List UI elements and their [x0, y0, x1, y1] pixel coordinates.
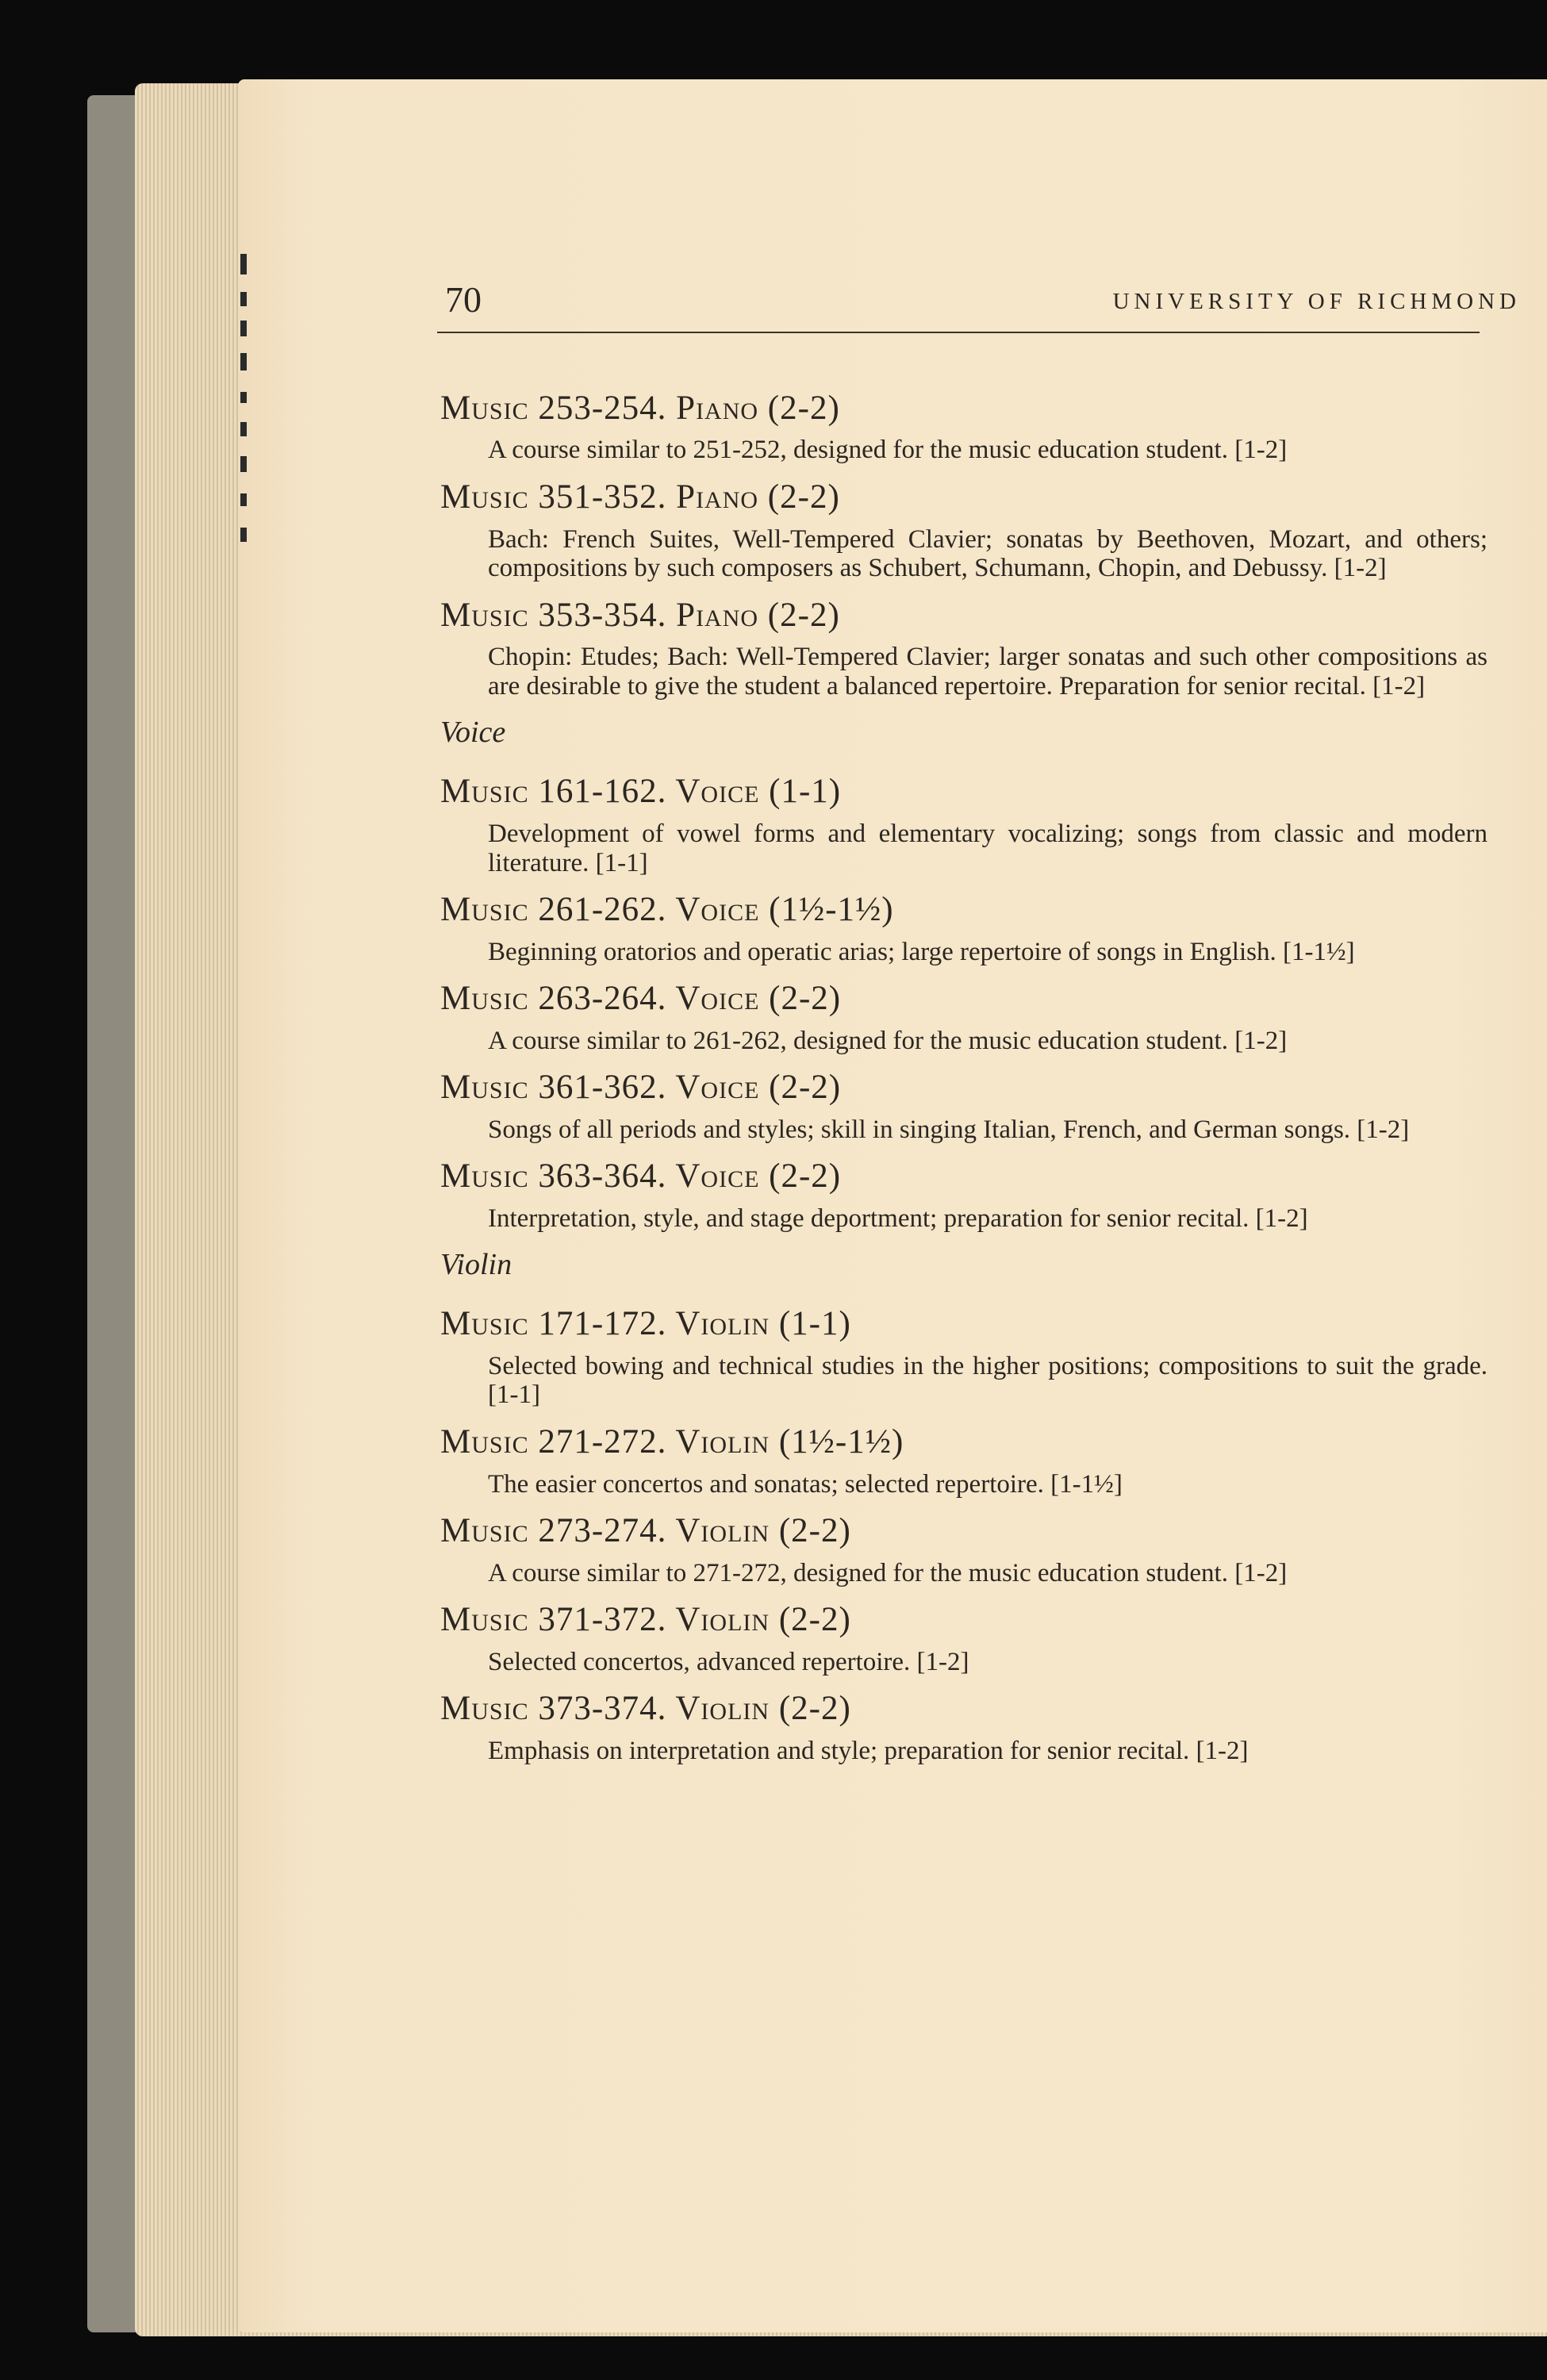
binding-mark	[240, 254, 247, 274]
course-heading: Music 371-372. Violin (2-2)	[440, 1601, 851, 1639]
binding-marks	[238, 254, 252, 587]
binding-mark	[240, 292, 247, 306]
course-description: Songs of all periods and styles; skill in singing Italian, French, and German songs. [1-2]	[488, 1115, 1410, 1144]
course-description: A course similar to 261-262, designed for the music education student. [1-2]	[488, 1026, 1288, 1055]
course-heading: Music 351-352. Piano (2-2)	[440, 478, 840, 516]
course-entry	[440, 1689, 1488, 1765]
course-entry	[440, 1304, 1488, 1410]
binding-mark	[240, 456, 247, 472]
course-entry	[440, 890, 1488, 966]
binding-mark	[240, 321, 247, 336]
course-description: Emphasis on interpretation and style; preparation for senior recital. [1-2]	[488, 1736, 1249, 1765]
course-heading: Music 253-254. Piano (2-2)	[440, 390, 840, 427]
section-title-voice: Voice	[440, 716, 506, 750]
course-description: Selected concertos, advanced repertoire. [1-2]	[488, 1647, 969, 1676]
catalog-page	[238, 79, 1547, 2332]
course-entry	[440, 478, 1488, 583]
course-heading: Music 261-262. Voice (1½-1½)	[440, 891, 894, 929]
course-entry	[440, 1511, 1488, 1587]
course-heading: Music 271-272. Violin (1½-1½)	[440, 1423, 904, 1461]
course-description: Development of vowel forms and elementary vocalizing; songs from classic and modern literature. [1-1]	[488, 819, 1488, 877]
course-heading: Music 171-172. Violin (1-1)	[440, 1305, 851, 1343]
course-description: The easier concertos and sonatas; selected repertoire. [1-1½]	[488, 1469, 1123, 1499]
page-number: 70	[445, 279, 482, 320]
course-entry	[440, 596, 1488, 701]
binding-mark	[240, 422, 247, 436]
course-heading: Music 373-374. Violin (2-2)	[440, 1690, 851, 1728]
course-entry	[440, 772, 1488, 877]
course-entry	[440, 1422, 1488, 1499]
course-entry	[440, 1157, 1488, 1233]
course-heading: Music 353-354. Piano (2-2)	[440, 596, 840, 634]
course-entry	[440, 979, 1488, 1055]
course-entry	[440, 1068, 1488, 1144]
course-description: A course similar to 251-252, designed for the music education student. [1-2]	[488, 436, 1288, 465]
binding-mark	[240, 353, 247, 370]
course-heading: Music 361-362. Voice (2-2)	[440, 1069, 842, 1107]
course-description: Chopin: Etudes; Bach: Well-Tempered Clavier; larger sonatas and such other compositions as are desirable to give the student a balanced repertoire. Preparation for senior recital. [1-2]	[488, 643, 1488, 701]
course-description: A course similar to 271-272, designed for the music education student. [1-2]	[488, 1558, 1288, 1587]
course-description: Interpretation, style, and stage deportment; preparation for senior recital. [1-2]	[488, 1203, 1308, 1233]
course-entry	[440, 1600, 1488, 1676]
binding-mark	[240, 392, 247, 403]
course-description: Selected bowing and technical studies in the higher positions; compositions to suit the grade. [1-1]	[488, 1351, 1488, 1410]
binding-mark	[240, 528, 247, 542]
running-head: UNIVERSITY OF RICHMOND	[1112, 289, 1521, 314]
section-title-violin: Violin	[440, 1248, 512, 1282]
course-heading: Music 363-364. Voice (2-2)	[440, 1157, 842, 1196]
course-heading: Music 161-162. Voice (1-1)	[440, 773, 842, 811]
course-description: Beginning oratorios and operatic arias; large repertoire of songs in English. [1-1½]	[488, 937, 1355, 966]
course-heading: Music 273-274. Violin (2-2)	[440, 1512, 851, 1550]
course-description: Bach: French Suites, Well-Tempered Clavier; sonatas by Beethoven, Mozart, and others; compositions by such composers as Schubert, Schumann, Chopin, and Debussy. [1-2]	[488, 524, 1488, 583]
course-entry	[440, 389, 1488, 465]
course-list	[440, 389, 1488, 1778]
header-rule	[437, 332, 1480, 333]
course-heading: Music 263-264. Voice (2-2)	[440, 980, 842, 1018]
binding-mark	[240, 493, 247, 506]
